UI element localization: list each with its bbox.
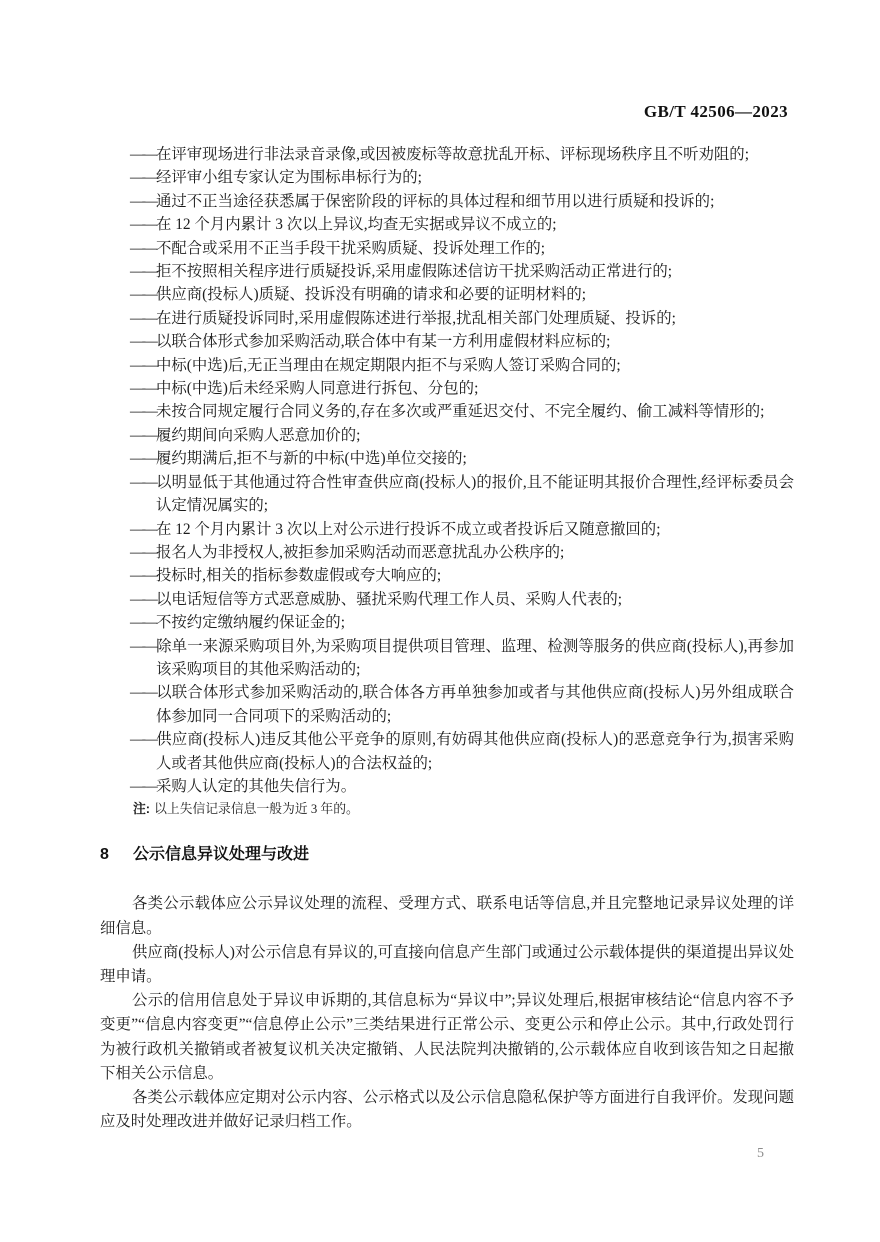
- list-item: [130, 588, 794, 611]
- paragraph: 各类公示载体应定期对公示内容、公示格式以及公示信息隐私保护等方面进行自我评价。发现问题应及时处理改进并做好记录归档工作。: [100, 1089, 794, 1131]
- dash-prefix: ——: [130, 286, 155, 304]
- dash-prefix: ——: [130, 637, 155, 655]
- section-number: 8: [100, 846, 109, 864]
- list-item-text: 中标(中选)后,无正当理由在规定期限内拒不与采购人签订采购合同的;: [156, 356, 621, 374]
- dash-prefix: ——: [130, 731, 155, 749]
- dash-prefix: ——: [130, 216, 155, 234]
- list-item: [130, 611, 794, 634]
- list-item-text: 不配合或采用不正当手段干扰采购质疑、投诉处理工作的;: [156, 239, 546, 257]
- list-item-text: 供应商(投标人)违反其他公平竞争的原则,有妨碍其他供应商(投标人)的恶意竞争行为,损害采购人或者其他供应商(投标人)的合法权益的;: [156, 731, 794, 772]
- list-item-text: 以明显低于其他通过符合性审查供应商(投标人)的报价,且不能证明其报价合理性,经评标委员会认定情况属实的;: [156, 473, 794, 515]
- dash-prefix: ——: [130, 520, 155, 538]
- list-item: [130, 190, 794, 213]
- paragraph: 各类公示载体应公示异议处理的流程、受理方式、联系电话等信息,并且完整地记录异议处理的详细信息。: [100, 895, 794, 937]
- dash-prefix: ——: [130, 403, 155, 421]
- list-item: [130, 775, 794, 798]
- list-item-text: 在评审现场进行非法录音录像,或因被废标等故意扰乱开标、评标现场秩序且不听劝阻的;: [156, 146, 749, 163]
- list-item: [130, 330, 794, 353]
- list-item-text: 以联合体形式参加采购活动,联合体中有某一方利用虚假材料应标的;: [156, 333, 611, 351]
- list-item-text: 除单一来源采购项目外,为采购项目提供项目管理、监理、检测等服务的供应商(投标人),再参加该采购项目的其他采购活动的;: [156, 637, 794, 678]
- list-item-text: 未按合同规定履行合同义务的,存在多次或严重延迟交付、不完全履约、偷工减料等情形的;: [156, 403, 765, 421]
- list-item: [130, 213, 794, 236]
- list-item: [130, 564, 794, 587]
- paragraph: 公示的信用信息处于异议申诉期的,其信息标为“异议中”;异议处理后,根据审核结论“信息内容不予变更”“信息内容变更”“信息停止公示”三类结果进行正常公示、变更公示和停止公示。其中,行政处罚行为被行政机关撤销或者被复议机关决定撤销、人民法院判决撤销的,公示载体应自收到该告知之日起撤下相关公示信息。: [100, 992, 794, 1082]
- list-item: [130, 143, 794, 166]
- page-content: [100, 143, 794, 1134]
- section-heading: [100, 845, 794, 865]
- dash-prefix: ——: [130, 567, 155, 585]
- list-item-text: 拒不按照相关程序进行质疑投诉,采用虚假陈述信访干扰采购活动正常进行的;: [156, 263, 673, 281]
- list-item: [130, 166, 794, 189]
- list-item-text: 履约期间向采购人恶意加价的;: [156, 426, 361, 444]
- list-item-text: 在进行质疑投诉同时,采用虚假陈述进行举报,扰乱相关部门处理质疑、投诉的;: [156, 309, 676, 327]
- dash-prefix: ——: [130, 146, 155, 163]
- list-item-text: 不按约定缴纳履约保证金的;: [156, 614, 345, 632]
- dash-prefix: ——: [130, 426, 155, 444]
- list-item-text: 以联合体形式参加采购活动的,联合体各方再单独参加或者与其他供应商(投标人)另外组成联合体参加同一合同项下的采购活动的;: [156, 684, 794, 725]
- dash-prefix: ——: [130, 169, 155, 187]
- list-item-text: 在 12 个月内累计 3 次以上异议,均查无实据或异议不成立的;: [156, 216, 557, 234]
- section-title: 公示信息异议处理与改进: [133, 846, 310, 864]
- dash-prefix: ——: [130, 543, 155, 561]
- dash-prefix: ——: [130, 309, 155, 327]
- paragraph: 供应商(投标人)对公示信息有异议的,可直接向信息产生部门或通过公示载体提供的渠道提出异议处理申请。: [100, 943, 794, 985]
- list-item: [130, 635, 794, 682]
- note-text: 以上失信记录信息一般为近 3 年的。: [154, 802, 359, 817]
- list-item-text: 投标时,相关的指标参数虚假或夸大响应的;: [156, 567, 442, 585]
- list-item: [130, 354, 794, 377]
- dash-prefix: ——: [130, 473, 155, 491]
- list-item: [130, 681, 794, 728]
- list-item-text: 采购人认定的其他失信行为。: [156, 777, 357, 795]
- list-item-text: 以电话短信等方式恶意威胁、骚扰采购代理工作人员、采购人代表的;: [156, 590, 622, 608]
- note-label: 注:: [133, 801, 151, 817]
- dishonesty-record-list: [100, 143, 794, 798]
- dash-prefix: ——: [130, 777, 155, 795]
- section-body: [100, 892, 794, 1134]
- dash-prefix: ——: [130, 614, 155, 632]
- list-item-text: 通过不正当途径获悉属于保密阶段的评标的具体过程和细节用以进行质疑和投诉的;: [156, 192, 715, 210]
- list-item: [130, 541, 794, 564]
- dash-prefix: ——: [130, 684, 155, 702]
- dash-prefix: ——: [130, 239, 155, 257]
- list-item: [130, 518, 794, 541]
- list-item: [130, 260, 794, 283]
- list-item: [130, 377, 794, 400]
- dash-prefix: ——: [130, 590, 155, 608]
- page-number: 5: [757, 1146, 764, 1161]
- dash-prefix: ——: [130, 192, 155, 210]
- list-item: [130, 283, 794, 306]
- list-item: [130, 471, 794, 518]
- dash-prefix: ——: [130, 333, 155, 351]
- list-item: [130, 237, 794, 260]
- dash-prefix: ——: [130, 450, 155, 468]
- list-item: [130, 424, 794, 447]
- dash-prefix: ——: [130, 356, 155, 374]
- list-item: [130, 447, 794, 470]
- list-item-text: 履约期满后,拒不与新的中标(中选)单位交接的;: [156, 450, 467, 468]
- list-item-text: 报名人为非授权人,被拒参加采购活动而恶意扰乱办公秩序的;: [156, 543, 565, 561]
- list-item-text: 经评审小组专家认定为围标串标行为的;: [156, 169, 422, 187]
- list-item-text: 中标(中选)后未经采购人同意进行拆包、分包的;: [156, 380, 479, 398]
- standard-number: GB/T 42506—2023: [643, 102, 788, 121]
- dash-prefix: ——: [130, 263, 155, 281]
- list-item: [130, 728, 794, 775]
- list-item-text: 在 12 个月内累计 3 次以上对公示进行投诉不成立或者投诉后又随意撤回的;: [156, 520, 661, 538]
- list-item: [130, 400, 794, 423]
- list-item-text: 供应商(投标人)质疑、投诉没有明确的请求和必要的证明材料的;: [156, 286, 587, 304]
- dash-prefix: ——: [130, 380, 155, 398]
- list-item: [130, 307, 794, 330]
- note: [133, 800, 794, 818]
